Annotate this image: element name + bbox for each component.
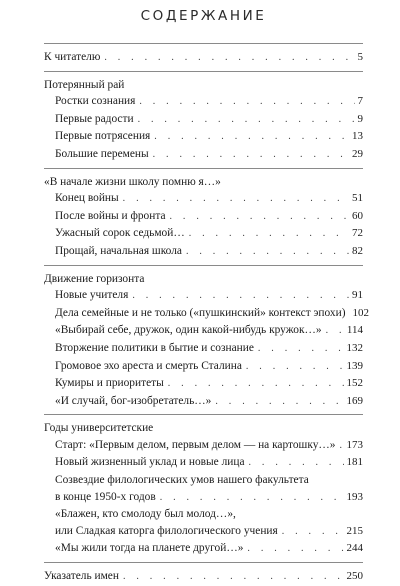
- entry-page-number: 132: [346, 341, 363, 354]
- toc-entry: [44, 437, 363, 455]
- entry-page-number: 91: [352, 289, 363, 302]
- entry-page-number: 173: [346, 438, 363, 451]
- dot-leader: [123, 191, 349, 208]
- dot-leader: [168, 376, 344, 393]
- entry-title: Прощай, начальная школа: [55, 244, 182, 257]
- toc-entry: [44, 322, 363, 340]
- entry-page-number: 60: [352, 209, 363, 222]
- dot-leader: [247, 541, 343, 558]
- entry-page-number: 102: [352, 306, 369, 319]
- entry-title: Новые учителя: [55, 289, 129, 302]
- dot-leader: [154, 129, 349, 146]
- toc-entry: [44, 340, 363, 358]
- entry-title: Ужасный сорок седьмой…: [55, 227, 185, 240]
- entry-title: «Мы жили тогда на планете другой…»: [55, 542, 244, 555]
- entry-title: Кумиры и приоритеты: [55, 377, 164, 390]
- dot-leader: [170, 209, 349, 226]
- entry-page-number: 29: [352, 147, 363, 160]
- toc-entry: [44, 393, 363, 411]
- entry-page-number: 5: [357, 51, 363, 63]
- toc-entry: [44, 375, 363, 393]
- entry-title: Ростки сознания: [55, 95, 136, 108]
- toc-section: [44, 568, 363, 586]
- section-divider: [44, 43, 363, 44]
- dot-leader: [123, 569, 344, 586]
- toc-list: [44, 43, 369, 586]
- dot-leader: [186, 244, 349, 261]
- toc-entry: [44, 243, 363, 261]
- entry-page-number: 181: [346, 456, 363, 469]
- entry-page-number: 82: [352, 244, 363, 257]
- entry-title: Вторжение политики в бытие и сознание: [55, 341, 254, 354]
- dot-leader: [139, 94, 354, 111]
- section-divider: [44, 414, 363, 415]
- dot-leader: [189, 226, 349, 243]
- entry-title: После войны и фронта: [55, 209, 166, 222]
- dot-leader: [246, 359, 344, 376]
- toc-entry: [44, 358, 363, 376]
- dot-leader: [258, 341, 344, 358]
- section-heading: Годы университетские: [44, 422, 154, 435]
- toc-entry: [44, 146, 363, 164]
- toc-entry: [44, 49, 363, 67]
- toc-entry: [44, 287, 363, 305]
- dot-leader: [215, 394, 343, 411]
- dot-leader: [339, 438, 343, 455]
- section-divider: [44, 265, 363, 266]
- dot-leader: [282, 524, 344, 541]
- entry-title: Старт: «Первым делом, первым делом — на картошку…»: [55, 438, 336, 451]
- entry-page-number: 51: [352, 192, 363, 205]
- entry-page-number: 9: [357, 112, 363, 125]
- entry-title: Первые радости: [55, 112, 134, 125]
- toc-entry: [44, 128, 363, 146]
- toc-entry: [44, 190, 363, 208]
- dot-leader: [249, 455, 344, 472]
- toc-title: СОДЕРЖАНИЕ: [140, 8, 267, 24]
- entry-title: Первые потрясения: [55, 130, 151, 143]
- entry-title: Дела семейные и не только («пушкинский» контекст эпохи): [55, 306, 346, 319]
- toc-section: [44, 174, 363, 261]
- entry-heading-line: «Блажен, кто смолоду был молод…»,: [55, 508, 236, 521]
- toc-section: [44, 77, 363, 164]
- entry-title: Большие перемены: [55, 147, 149, 160]
- dot-leader: [138, 112, 355, 129]
- toc-entry: [44, 208, 363, 226]
- entry-page-number: 72: [352, 227, 363, 240]
- entry-page-number: 215: [346, 524, 363, 537]
- entry-title: Громовое эхо ареста и смерть Сталина: [55, 359, 242, 372]
- section-heading: «В начале жизни школу помню я…»: [44, 175, 221, 188]
- toc-entry: [44, 523, 363, 541]
- entry-page-number: 152: [346, 377, 363, 390]
- entry-title: в конце 1950-х годов: [55, 490, 156, 503]
- entry-page-number: 250: [346, 570, 363, 583]
- entry-page-number: 139: [346, 359, 363, 372]
- dot-leader: [132, 288, 349, 305]
- dot-leader: [326, 323, 344, 340]
- dot-leader: [160, 490, 344, 507]
- entry-title: или Сладкая каторга филологического учения: [55, 524, 278, 537]
- entry-title: Новый жизненный уклад и новые лица: [55, 456, 245, 469]
- entry-title: Конец войны: [55, 192, 119, 205]
- entry-heading-line: Созвездие филологических умов нашего факультета: [55, 474, 309, 487]
- entry-page-number: 114: [346, 324, 363, 337]
- toc-entry: [44, 225, 363, 243]
- entry-page-number: 169: [346, 394, 363, 407]
- toc-entry: [44, 540, 363, 558]
- toc-section: [44, 271, 369, 411]
- entry-title: «И случай, бог-изобретатель…»: [55, 394, 212, 407]
- entry-page-number: 244: [346, 542, 363, 555]
- toc-section: [44, 420, 363, 558]
- entry-page-number: 193: [346, 490, 363, 503]
- dot-leader: [153, 147, 349, 164]
- entry-page-number: 7: [357, 95, 363, 108]
- toc-section: [44, 49, 363, 67]
- section-divider: [44, 562, 363, 563]
- entry-page-number: 13: [352, 130, 363, 143]
- section-heading: Потерянный рай: [44, 78, 125, 91]
- toc-entry: [44, 454, 363, 472]
- section-divider: [44, 168, 363, 169]
- toc-entry: [44, 305, 369, 323]
- section-heading: Движение горизонта: [44, 272, 145, 285]
- entry-title: «Выбирай себе, дружок, один какой-нибудь кружок…»: [55, 324, 322, 337]
- toc-entry: [44, 93, 363, 111]
- toc-entry: [44, 568, 363, 586]
- section-divider: [44, 71, 363, 72]
- dot-leader: [104, 50, 354, 67]
- entry-title: К читателю: [44, 51, 101, 63]
- toc-entry: [44, 489, 363, 507]
- entry-title: Указатель имен: [44, 570, 119, 583]
- toc-entry: [44, 111, 363, 129]
